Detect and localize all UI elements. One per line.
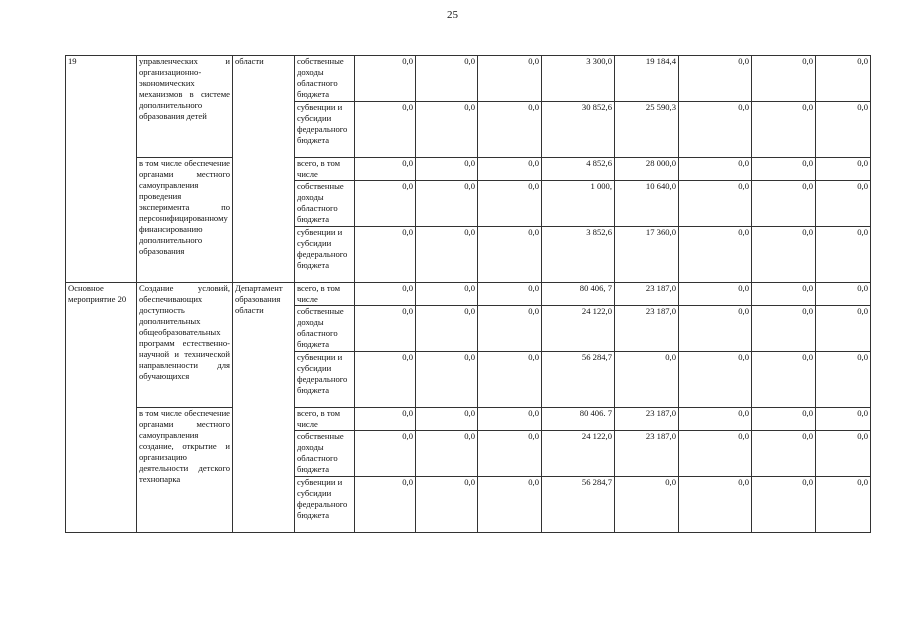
value-cell-col-2019: 0,0: [478, 306, 542, 352]
budget-table-body: [66, 56, 871, 533]
value-cell-col-2021: 17 360,0: [615, 227, 679, 283]
value-cell-col-2024: 0,0: [816, 227, 871, 283]
value-cell-col-2020: 80 406. 7: [542, 408, 615, 431]
page-number: 25: [447, 9, 458, 21]
measure-description-cell: в том числе обеспечение органами местного самоуправления создание, открытие и организацию деятельности детского технопарка: [137, 408, 233, 533]
measure-number-cell: Основное мероприятие 20: [66, 283, 137, 533]
value-cell-col-2022: 0,0: [679, 306, 752, 352]
value-cell-col-2019: 0,0: [478, 431, 542, 477]
funding-source-cell: всего, в том числе: [295, 283, 355, 306]
funding-source-cell: всего, в том числе: [295, 158, 355, 181]
value-cell-col-2024: 0,0: [816, 56, 871, 102]
table-row: [66, 408, 871, 431]
value-cell-col-2024: 0,0: [816, 158, 871, 181]
value-cell-col-2020: 80 406, 7: [542, 283, 615, 306]
measure-number-cell: 19: [66, 56, 137, 283]
value-cell-col-2023: 0,0: [752, 56, 816, 102]
value-cell-col-2022: 0,0: [679, 227, 752, 283]
measure-description-cell: Создание условий, обеспечивающих доступность дополнительных общеобразовательных программ естественно-научной и технической направленности для обучающихся: [137, 283, 233, 408]
value-cell-col-2018: 0,0: [416, 408, 478, 431]
table-row: [66, 56, 871, 102]
value-cell-col-2020: 3 300,0: [542, 56, 615, 102]
value-cell-col-2024: 0,0: [816, 283, 871, 306]
value-cell-col-2021: 19 184,4: [615, 56, 679, 102]
value-cell-col-2018: 0,0: [416, 158, 478, 181]
value-cell-col-2024: 0,0: [816, 477, 871, 533]
value-cell-col-2019: 0,0: [478, 227, 542, 283]
value-cell-col-2020: 4 852,6: [542, 158, 615, 181]
value-cell-col-2024: 0,0: [816, 306, 871, 352]
value-cell-col-2021: 0,0: [615, 352, 679, 408]
value-cell-col-2019: 0,0: [478, 408, 542, 431]
table-row: [66, 158, 871, 181]
value-cell-col-2020: 24 122,0: [542, 431, 615, 477]
value-cell-col-2020: 30 852,6: [542, 102, 615, 158]
value-cell-col-2023: 0,0: [752, 306, 816, 352]
value-cell-col-2019: 0,0: [478, 158, 542, 181]
value-cell-col-2020: 56 284,7: [542, 477, 615, 533]
value-cell-col-2022: 0,0: [679, 283, 752, 306]
value-cell-col-2023: 0,0: [752, 283, 816, 306]
value-cell-col-2023: 0,0: [752, 477, 816, 533]
value-cell-col-2017: 0,0: [355, 477, 416, 533]
value-cell-col-2019: 0,0: [478, 477, 542, 533]
funding-source-cell: субвенции и субсидии федерального бюджета: [295, 477, 355, 533]
value-cell-col-2021: 25 590,3: [615, 102, 679, 158]
funding-source-cell: собственные доходы областного бюджета: [295, 306, 355, 352]
funding-source-cell: субвенции и субсидии федерального бюджета: [295, 102, 355, 158]
value-cell-col-2019: 0,0: [478, 56, 542, 102]
value-cell-col-2022: 0,0: [679, 158, 752, 181]
value-cell-col-2023: 0,0: [752, 352, 816, 408]
funding-source-cell: собственные доходы областного бюджета: [295, 181, 355, 227]
value-cell-col-2017: 0,0: [355, 306, 416, 352]
value-cell-col-2023: 0,0: [752, 102, 816, 158]
value-cell-col-2017: 0,0: [355, 431, 416, 477]
value-cell-col-2024: 0,0: [816, 181, 871, 227]
measure-description-cell: в том числе обеспечение органами местного самоуправления проведения эксперимента по персонифицированному финансированию дополнительного образования: [137, 158, 233, 283]
value-cell-col-2018: 0,0: [416, 181, 478, 227]
value-cell-col-2018: 0,0: [416, 102, 478, 158]
value-cell-col-2024: 0,0: [816, 352, 871, 408]
value-cell-col-2017: 0,0: [355, 408, 416, 431]
value-cell-col-2021: 23 187,0: [615, 306, 679, 352]
table-row: [66, 283, 871, 306]
value-cell-col-2024: 0,0: [816, 102, 871, 158]
value-cell-col-2018: 0,0: [416, 283, 478, 306]
value-cell-col-2018: 0,0: [416, 431, 478, 477]
value-cell-col-2020: 24 122,0: [542, 306, 615, 352]
value-cell-col-2017: 0,0: [355, 227, 416, 283]
value-cell-col-2023: 0,0: [752, 158, 816, 181]
funding-source-cell: собственные доходы областного бюджета: [295, 431, 355, 477]
value-cell-col-2019: 0,0: [478, 352, 542, 408]
value-cell-col-2022: 0,0: [679, 477, 752, 533]
value-cell-col-2017: 0,0: [355, 102, 416, 158]
value-cell-col-2022: 0,0: [679, 56, 752, 102]
value-cell-col-2021: 28 000,0: [615, 158, 679, 181]
value-cell-col-2017: 0,0: [355, 181, 416, 227]
value-cell-col-2024: 0,0: [816, 431, 871, 477]
executor-cell: Департамент образования области: [233, 283, 295, 533]
value-cell-col-2020: 3 852,6: [542, 227, 615, 283]
value-cell-col-2020: 56 284,7: [542, 352, 615, 408]
value-cell-col-2023: 0,0: [752, 431, 816, 477]
value-cell-col-2024: 0,0: [816, 408, 871, 431]
value-cell-col-2021: 23 187,0: [615, 283, 679, 306]
budget-table: [65, 55, 871, 533]
measure-description-cell: управленческих и организационно-экономических механизмов в системе дополнительного образования детей: [137, 56, 233, 158]
value-cell-col-2018: 0,0: [416, 306, 478, 352]
value-cell-col-2022: 0,0: [679, 102, 752, 158]
value-cell-col-2017: 0,0: [355, 283, 416, 306]
value-cell-col-2023: 0,0: [752, 181, 816, 227]
executor-cell: области: [233, 56, 295, 283]
value-cell-col-2022: 0,0: [679, 431, 752, 477]
value-cell-col-2021: 0,0: [615, 477, 679, 533]
value-cell-col-2022: 0,0: [679, 181, 752, 227]
value-cell-col-2018: 0,0: [416, 352, 478, 408]
value-cell-col-2021: 23 187,0: [615, 408, 679, 431]
value-cell-col-2023: 0,0: [752, 227, 816, 283]
value-cell-col-2022: 0,0: [679, 408, 752, 431]
value-cell-col-2018: 0,0: [416, 56, 478, 102]
value-cell-col-2021: 23 187,0: [615, 431, 679, 477]
value-cell-col-2019: 0,0: [478, 102, 542, 158]
value-cell-col-2017: 0,0: [355, 158, 416, 181]
value-cell-col-2021: 10 640,0: [615, 181, 679, 227]
value-cell-col-2023: 0,0: [752, 408, 816, 431]
value-cell-col-2017: 0,0: [355, 352, 416, 408]
funding-source-cell: субвенции и субсидии федерального бюджета: [295, 227, 355, 283]
value-cell-col-2018: 0,0: [416, 477, 478, 533]
funding-source-cell: субвенции и субсидии федерального бюджета: [295, 352, 355, 408]
funding-source-cell: всего, в том числе: [295, 408, 355, 431]
value-cell-col-2019: 0,0: [478, 283, 542, 306]
value-cell-col-2020: 1 000,: [542, 181, 615, 227]
value-cell-col-2019: 0,0: [478, 181, 542, 227]
value-cell-col-2017: 0,0: [355, 56, 416, 102]
value-cell-col-2022: 0,0: [679, 352, 752, 408]
value-cell-col-2018: 0,0: [416, 227, 478, 283]
funding-source-cell: собственные доходы областного бюджета: [295, 56, 355, 102]
